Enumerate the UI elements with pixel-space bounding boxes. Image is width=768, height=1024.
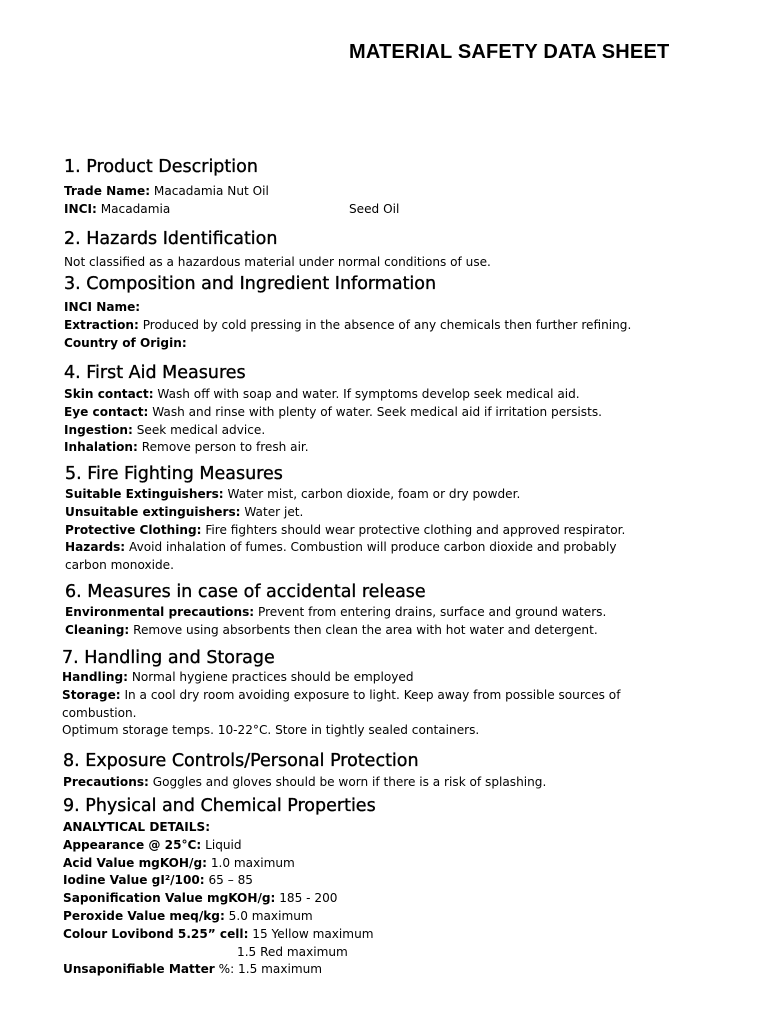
section-fire-fighting — [65, 463, 765, 575]
property-value: 5.0 maximum — [228, 908, 313, 923]
section-heading: 3. Composition and Ingredient Information — [64, 274, 437, 294]
handling-line — [62, 669, 762, 687]
first-aid-item — [64, 386, 764, 404]
field-label: Skin contact: — [64, 387, 154, 401]
release-item — [65, 622, 765, 640]
field-value: Prevent from entering drains, surface and ground waters. — [258, 605, 607, 619]
field-label: Ingestion: — [64, 422, 133, 437]
field-value: Seek medical advice. — [136, 422, 266, 437]
first-aid-item — [64, 422, 764, 440]
property-value: 65 – 85 — [208, 873, 253, 888]
field-value: Avoid inhalation of fumes. Combustion will produce carbon dioxide and probably — [129, 540, 617, 555]
field-label: Environmental precautions: — [65, 605, 255, 619]
field-label: INCI Name: — [64, 300, 141, 314]
first-aid-item — [64, 439, 764, 457]
field-value: Remove using absorbents then clean the area with hot water and detergent. — [133, 622, 598, 637]
storage-continuation: combustion. — [62, 705, 137, 720]
inci-line — [64, 201, 764, 219]
field-value: Macadamia — [100, 201, 171, 216]
field-value: Seed Oil — [349, 201, 400, 216]
property-label: Unsaponifiable Matter — [63, 962, 215, 977]
field-label: Precautions: — [63, 775, 149, 789]
field-label: Protective Clothing: — [65, 522, 202, 537]
field-label: Country of Origin: — [64, 335, 187, 350]
analytical-details-label: ANALYTICAL DETAILS: — [63, 820, 211, 834]
trade-name-line — [64, 183, 764, 201]
property-label: Appearance @ 25°C: — [63, 837, 202, 852]
country-line — [64, 335, 764, 353]
property-value: 1.0 maximum — [210, 855, 295, 870]
section-hazards-identification — [64, 228, 764, 272]
field-label: INCI: — [64, 201, 97, 216]
storage-line — [62, 687, 762, 705]
field-value: Goggles and gloves should be worn if there is a risk of splashing. — [152, 775, 547, 789]
property-row — [63, 837, 763, 855]
field-label: Handling: — [62, 670, 128, 684]
field-label: Trade Name: — [64, 184, 151, 198]
field-value: Macadamia Nut Oil — [153, 184, 269, 198]
property-row — [63, 926, 763, 944]
property-value: %: 1.5 maximum — [218, 962, 323, 977]
section-exposure-controls — [63, 750, 763, 792]
property-label: Colour Lovibond 5.25” cell: — [63, 926, 249, 941]
fire-item — [65, 504, 765, 522]
section-heading: 2. Hazards Identification — [64, 229, 278, 249]
property-row — [63, 961, 763, 979]
field-label: Suitable Extinguishers: — [65, 487, 224, 501]
field-label: Extraction: — [64, 317, 139, 332]
section-handling-storage — [62, 647, 762, 740]
field-label: Cleaning: — [65, 622, 130, 637]
section-first-aid — [64, 362, 764, 457]
property-row — [63, 890, 763, 908]
property-value: Liquid — [205, 837, 242, 852]
field-value: Produced by cold pressing in the absence of any chemicals then further refining. — [142, 317, 632, 332]
section-heading: 4. First Aid Measures — [64, 363, 246, 383]
property-continuation: 1.5 Red maximum — [237, 944, 348, 959]
field-label: Inhalation: — [64, 440, 138, 455]
property-label: Saponification Value mgKOH/g: — [63, 891, 276, 906]
field-label: Eye contact: — [64, 404, 149, 419]
first-aid-item — [64, 404, 764, 422]
property-value: 185 - 200 — [279, 891, 338, 906]
property-row — [63, 872, 763, 890]
property-label: Iodine Value gI²/100: — [63, 873, 205, 888]
section-heading: 9. Physical and Chemical Properties — [63, 796, 376, 816]
section-heading: 7. Handling and Storage — [62, 648, 275, 668]
property-label: Acid Value mgKOH/g: — [63, 855, 207, 870]
property-row — [63, 908, 763, 926]
fire-item-continuation: carbon monoxide. — [65, 558, 174, 573]
section-heading: 1. Product Description — [64, 157, 258, 177]
field-value: Remove person to fresh air. — [141, 440, 309, 455]
field-value: Water jet. — [244, 504, 304, 519]
fire-item — [65, 539, 765, 557]
section-accidental-release — [65, 581, 765, 640]
section-physical-chemical — [63, 795, 763, 979]
field-value: In a cool dry room avoiding exposure to light. Keep away from possible sources of — [124, 687, 621, 702]
section-composition — [64, 273, 764, 352]
section-heading: 8. Exposure Controls/Personal Protection — [63, 751, 419, 771]
field-value: Wash off with soap and water. If symptoms develop seek medical aid. — [157, 387, 580, 401]
section-product-description — [64, 156, 764, 219]
hazards-text: Not classified as a hazardous material under normal conditions of use. — [64, 255, 491, 269]
field-value: Fire fighters should wear protective clothing and approved respirator. — [205, 522, 626, 537]
field-label: Unsuitable extinguishers: — [65, 504, 241, 519]
field-value: Water mist, carbon dioxide, foam or dry powder. — [227, 487, 521, 501]
document-title: MATERIAL SAFETY DATA SHEET — [349, 41, 670, 63]
field-value: Normal hygiene practices should be employed — [131, 670, 414, 684]
fire-item — [65, 486, 765, 504]
release-item — [65, 604, 765, 622]
property-value: 15 Yellow maximum — [252, 926, 374, 941]
precautions-line — [63, 774, 763, 792]
fire-item — [65, 522, 765, 540]
field-value: Wash and rinse with plenty of water. Seek medical aid if irritation persists. — [152, 404, 602, 419]
field-label: Storage: — [62, 687, 121, 702]
optimum-storage-line: Optimum storage temps. 10-22°C. Store in tightly sealed containers. — [62, 723, 480, 738]
inci-name-line — [64, 299, 764, 317]
property-row — [63, 855, 763, 873]
extraction-line — [64, 317, 764, 335]
section-heading: 6. Measures in case of accidental release — [65, 582, 426, 602]
property-label: Peroxide Value meq/kg: — [63, 908, 225, 923]
field-label: Hazards: — [65, 540, 126, 555]
section-heading: 5. Fire Fighting Measures — [65, 464, 283, 484]
